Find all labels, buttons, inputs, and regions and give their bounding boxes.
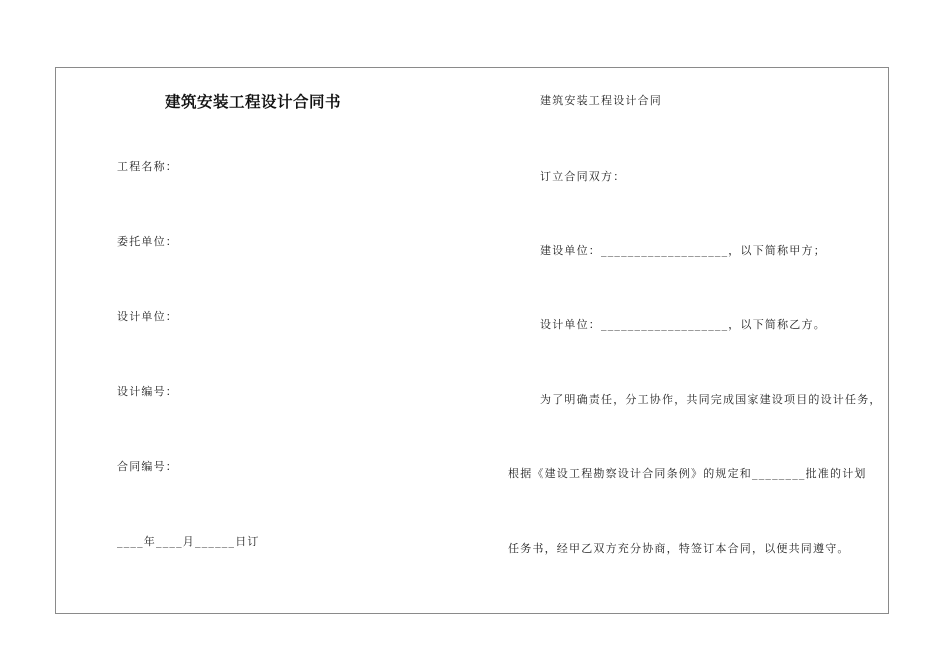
design-unit-field: 设计单位： xyxy=(117,310,178,323)
cover-title: 建筑安装工程设计合同书 xyxy=(165,92,342,111)
parties-intro: 订立合同双方： xyxy=(540,170,626,183)
contract-number-field: 合同编号： xyxy=(117,460,178,473)
contract-paragraph-2: 根据《建设工程勘察设计合同条例》的规定和________批准的计划 xyxy=(508,467,867,480)
design-number-field: 设计编号： xyxy=(117,385,178,398)
client-unit-field: 委托单位： xyxy=(117,235,178,248)
designer-party-line: 设计单位：___________________，以下简称乙方。 xyxy=(540,318,826,331)
contract-heading: 建筑安装工程设计合同 xyxy=(540,94,662,107)
signing-date-line: ____年____月______日订 xyxy=(117,535,260,548)
contract-paragraph-3: 任务书，经甲乙双方充分协商，特签订本合同，以便共同遵守。 xyxy=(508,542,850,555)
contract-paragraph-1: 为了明确责任，分工协作，共同完成国家建设项目的设计任务， xyxy=(540,393,882,406)
project-name-field: 工程名称： xyxy=(117,160,178,173)
document-frame xyxy=(55,67,889,614)
client-party-line: 建设单位：___________________，以下简称甲方； xyxy=(540,244,826,257)
